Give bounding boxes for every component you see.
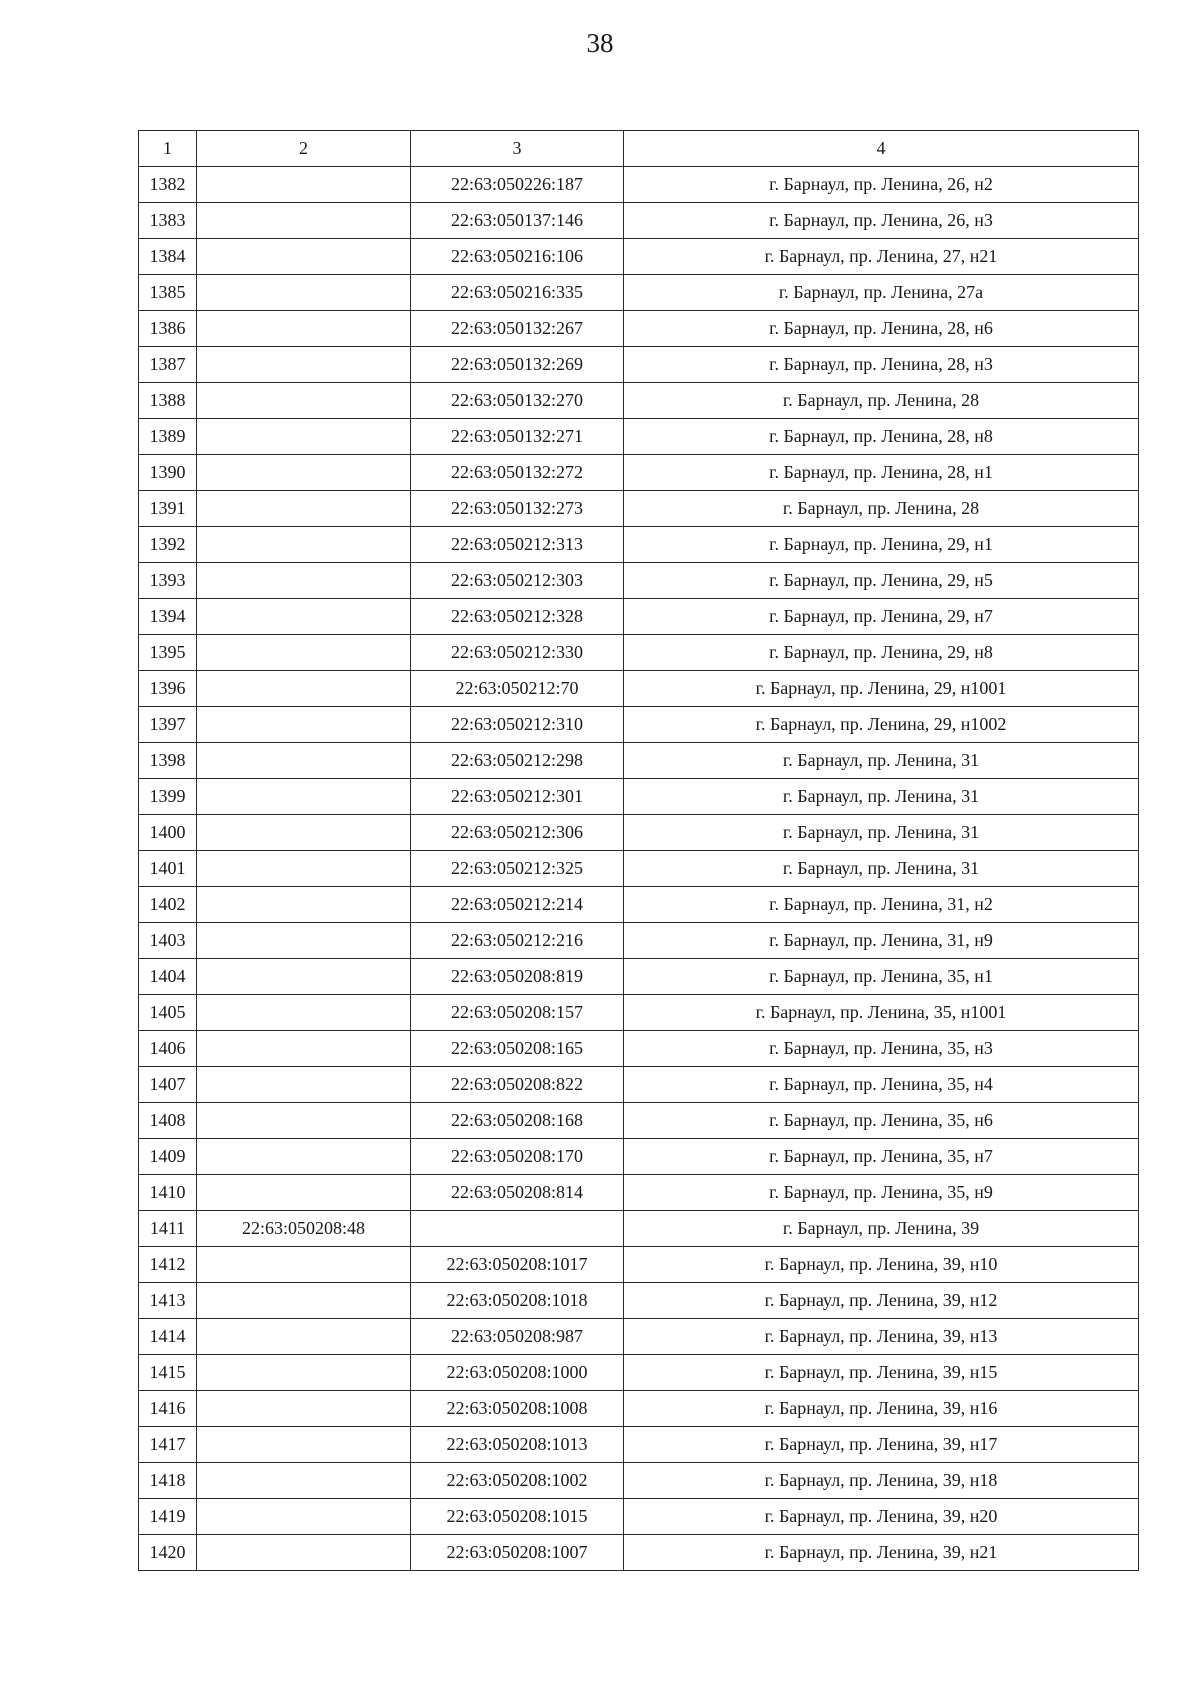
table-row bbox=[139, 1427, 1139, 1463]
row-number-cell: 1393 bbox=[139, 563, 197, 599]
column-2-cell bbox=[197, 203, 411, 239]
table-row bbox=[139, 815, 1139, 851]
cadastral-number-cell: 22:63:050208:1017 bbox=[411, 1247, 624, 1283]
column-2-cell bbox=[197, 707, 411, 743]
column-2-cell bbox=[197, 815, 411, 851]
column-2-cell bbox=[197, 1355, 411, 1391]
table-row bbox=[139, 779, 1139, 815]
row-number-cell: 1412 bbox=[139, 1247, 197, 1283]
address-cell: г. Барнаул, пр. Ленина, 39, н17 bbox=[624, 1427, 1139, 1463]
row-number-cell: 1398 bbox=[139, 743, 197, 779]
address-cell: г. Барнаул, пр. Ленина, 28, н3 bbox=[624, 347, 1139, 383]
address-cell: г. Барнаул, пр. Ленина, 39, н12 bbox=[624, 1283, 1139, 1319]
column-2-cell bbox=[197, 1283, 411, 1319]
address-cell: г. Барнаул, пр. Ленина, 29, н1001 bbox=[624, 671, 1139, 707]
address-cell: г. Барнаул, пр. Ленина, 31 bbox=[624, 743, 1139, 779]
table-row bbox=[139, 671, 1139, 707]
table-row bbox=[139, 1031, 1139, 1067]
row-number-cell: 1402 bbox=[139, 887, 197, 923]
column-2-cell bbox=[197, 1067, 411, 1103]
address-cell: г. Барнаул, пр. Ленина, 28 bbox=[624, 491, 1139, 527]
address-cell: г. Барнаул, пр. Ленина, 27а bbox=[624, 275, 1139, 311]
table-row bbox=[139, 959, 1139, 995]
cadastral-number-cell: 22:63:050212:303 bbox=[411, 563, 624, 599]
table-header bbox=[139, 131, 1139, 167]
cadastral-number-cell: 22:63:050132:269 bbox=[411, 347, 624, 383]
table-row bbox=[139, 563, 1139, 599]
cadastral-number-cell: 22:63:050212:330 bbox=[411, 635, 624, 671]
address-cell: г. Барнаул, пр. Ленина, 29, н1002 bbox=[624, 707, 1139, 743]
cadastral-number-cell: 22:63:050132:273 bbox=[411, 491, 624, 527]
row-number-cell: 1400 bbox=[139, 815, 197, 851]
column-2-cell bbox=[197, 995, 411, 1031]
row-number-cell: 1382 bbox=[139, 167, 197, 203]
row-number-cell: 1406 bbox=[139, 1031, 197, 1067]
table-row bbox=[139, 923, 1139, 959]
cadastral-number-cell: 22:63:050208:1015 bbox=[411, 1499, 624, 1535]
address-cell: г. Барнаул, пр. Ленина, 28, н6 bbox=[624, 311, 1139, 347]
registry-table bbox=[138, 130, 1139, 1571]
column-2-cell bbox=[197, 959, 411, 995]
column-2-cell bbox=[197, 563, 411, 599]
row-number-cell: 1397 bbox=[139, 707, 197, 743]
row-number-cell: 1413 bbox=[139, 1283, 197, 1319]
cadastral-number-cell: 22:63:050212:216 bbox=[411, 923, 624, 959]
row-number-cell: 1403 bbox=[139, 923, 197, 959]
column-2-cell bbox=[197, 527, 411, 563]
address-cell: г. Барнаул, пр. Ленина, 29, н5 bbox=[624, 563, 1139, 599]
column-header-1: 1 bbox=[139, 131, 197, 167]
address-cell: г. Барнаул, пр. Ленина, 35, н4 bbox=[624, 1067, 1139, 1103]
address-cell: г. Барнаул, пр. Ленина, 29, н7 bbox=[624, 599, 1139, 635]
row-number-cell: 1409 bbox=[139, 1139, 197, 1175]
column-2-cell bbox=[197, 1319, 411, 1355]
row-number-cell: 1411 bbox=[139, 1211, 197, 1247]
column-2-cell bbox=[197, 1499, 411, 1535]
address-cell: г. Барнаул, пр. Ленина, 28, н8 bbox=[624, 419, 1139, 455]
cadastral-number-cell: 22:63:050208:170 bbox=[411, 1139, 624, 1175]
column-2-cell bbox=[197, 455, 411, 491]
column-2-cell bbox=[197, 347, 411, 383]
column-2-cell bbox=[197, 779, 411, 815]
row-number-cell: 1389 bbox=[139, 419, 197, 455]
table-row bbox=[139, 599, 1139, 635]
cadastral-number-cell: 22:63:050132:270 bbox=[411, 383, 624, 419]
address-cell: г. Барнаул, пр. Ленина, 28 bbox=[624, 383, 1139, 419]
table-row bbox=[139, 167, 1139, 203]
row-number-cell: 1387 bbox=[139, 347, 197, 383]
row-number-cell: 1399 bbox=[139, 779, 197, 815]
table-row bbox=[139, 1139, 1139, 1175]
row-number-cell: 1410 bbox=[139, 1175, 197, 1211]
column-2-cell: 22:63:050208:48 bbox=[197, 1211, 411, 1247]
cadastral-number-cell: 22:63:050208:1007 bbox=[411, 1535, 624, 1571]
address-cell: г. Барнаул, пр. Ленина, 39, н13 bbox=[624, 1319, 1139, 1355]
column-2-cell bbox=[197, 239, 411, 275]
cadastral-number-cell: 22:63:050208:157 bbox=[411, 995, 624, 1031]
column-2-cell bbox=[197, 491, 411, 527]
address-cell: г. Барнаул, пр. Ленина, 39, н21 bbox=[624, 1535, 1139, 1571]
cadastral-number-cell: 22:63:050212:325 bbox=[411, 851, 624, 887]
cadastral-number-cell: 22:63:050208:168 bbox=[411, 1103, 624, 1139]
column-2-cell bbox=[197, 167, 411, 203]
row-number-cell: 1404 bbox=[139, 959, 197, 995]
table-row bbox=[139, 275, 1139, 311]
table-row bbox=[139, 1319, 1139, 1355]
table-row bbox=[139, 455, 1139, 491]
address-cell: г. Барнаул, пр. Ленина, 31 bbox=[624, 815, 1139, 851]
table-row bbox=[139, 707, 1139, 743]
cadastral-number-cell: 22:63:050208:165 bbox=[411, 1031, 624, 1067]
table-row bbox=[139, 1211, 1139, 1247]
table-row bbox=[139, 1463, 1139, 1499]
cadastral-number-cell: 22:63:050208:819 bbox=[411, 959, 624, 995]
cadastral-number-cell: 22:63:050208:822 bbox=[411, 1067, 624, 1103]
table-row bbox=[139, 383, 1139, 419]
column-2-cell bbox=[197, 1031, 411, 1067]
row-number-cell: 1414 bbox=[139, 1319, 197, 1355]
cadastral-number-cell: 22:63:050212:306 bbox=[411, 815, 624, 851]
cadastral-number-cell: 22:63:050212:214 bbox=[411, 887, 624, 923]
address-cell: г. Барнаул, пр. Ленина, 29, н8 bbox=[624, 635, 1139, 671]
table-row bbox=[139, 1535, 1139, 1571]
column-2-cell bbox=[197, 851, 411, 887]
row-number-cell: 1408 bbox=[139, 1103, 197, 1139]
cadastral-number-cell: 22:63:050208:987 bbox=[411, 1319, 624, 1355]
cadastral-number-cell: 22:63:050132:271 bbox=[411, 419, 624, 455]
row-number-cell: 1388 bbox=[139, 383, 197, 419]
table-row bbox=[139, 995, 1139, 1031]
column-2-cell bbox=[197, 1175, 411, 1211]
address-cell: г. Барнаул, пр. Ленина, 26, н2 bbox=[624, 167, 1139, 203]
cadastral-number-cell: 22:63:050137:146 bbox=[411, 203, 624, 239]
row-number-cell: 1386 bbox=[139, 311, 197, 347]
table-row bbox=[139, 1067, 1139, 1103]
table-row bbox=[139, 419, 1139, 455]
address-cell: г. Барнаул, пр. Ленина, 35, н7 bbox=[624, 1139, 1139, 1175]
table-row bbox=[139, 1247, 1139, 1283]
column-2-cell bbox=[197, 923, 411, 959]
cadastral-number-cell bbox=[411, 1211, 624, 1247]
column-header-2: 2 bbox=[197, 131, 411, 167]
address-cell: г. Барнаул, пр. Ленина, 28, н1 bbox=[624, 455, 1139, 491]
row-number-cell: 1395 bbox=[139, 635, 197, 671]
row-number-cell: 1390 bbox=[139, 455, 197, 491]
cadastral-number-cell: 22:63:050132:272 bbox=[411, 455, 624, 491]
column-2-cell bbox=[197, 887, 411, 923]
address-cell: г. Барнаул, пр. Ленина, 39 bbox=[624, 1211, 1139, 1247]
table-row bbox=[139, 1391, 1139, 1427]
address-cell: г. Барнаул, пр. Ленина, 39, н15 bbox=[624, 1355, 1139, 1391]
address-cell: г. Барнаул, пр. Ленина, 31 bbox=[624, 779, 1139, 815]
cadastral-number-cell: 22:63:050208:1000 bbox=[411, 1355, 624, 1391]
header-row bbox=[139, 131, 1139, 167]
table-row bbox=[139, 635, 1139, 671]
address-cell: г. Барнаул, пр. Ленина, 39, н16 bbox=[624, 1391, 1139, 1427]
table-row bbox=[139, 1499, 1139, 1535]
table-row bbox=[139, 851, 1139, 887]
row-number-cell: 1383 bbox=[139, 203, 197, 239]
address-cell: г. Барнаул, пр. Ленина, 39, н10 bbox=[624, 1247, 1139, 1283]
address-cell: г. Барнаул, пр. Ленина, 31 bbox=[624, 851, 1139, 887]
table-row bbox=[139, 887, 1139, 923]
cadastral-number-cell: 22:63:050212:310 bbox=[411, 707, 624, 743]
cadastral-number-cell: 22:63:050212:301 bbox=[411, 779, 624, 815]
column-2-cell bbox=[197, 311, 411, 347]
address-cell: г. Барнаул, пр. Ленина, 29, н1 bbox=[624, 527, 1139, 563]
cadastral-number-cell: 22:63:050212:313 bbox=[411, 527, 624, 563]
column-header-4: 4 bbox=[624, 131, 1139, 167]
row-number-cell: 1415 bbox=[139, 1355, 197, 1391]
table-row bbox=[139, 311, 1139, 347]
column-2-cell bbox=[197, 1427, 411, 1463]
column-2-cell bbox=[197, 743, 411, 779]
row-number-cell: 1394 bbox=[139, 599, 197, 635]
cadastral-number-cell: 22:63:050212:328 bbox=[411, 599, 624, 635]
column-2-cell bbox=[197, 419, 411, 455]
address-cell: г. Барнаул, пр. Ленина, 35, н9 bbox=[624, 1175, 1139, 1211]
address-cell: г. Барнаул, пр. Ленина, 27, н21 bbox=[624, 239, 1139, 275]
row-number-cell: 1407 bbox=[139, 1067, 197, 1103]
table-row bbox=[139, 239, 1139, 275]
address-cell: г. Барнаул, пр. Ленина, 35, н1 bbox=[624, 959, 1139, 995]
address-cell: г. Барнаул, пр. Ленина, 35, н3 bbox=[624, 1031, 1139, 1067]
cadastral-number-cell: 22:63:050212:298 bbox=[411, 743, 624, 779]
column-2-cell bbox=[197, 1391, 411, 1427]
cadastral-number-cell: 22:63:050226:187 bbox=[411, 167, 624, 203]
row-number-cell: 1417 bbox=[139, 1427, 197, 1463]
table-row bbox=[139, 1103, 1139, 1139]
cadastral-number-cell: 22:63:050208:1018 bbox=[411, 1283, 624, 1319]
row-number-cell: 1392 bbox=[139, 527, 197, 563]
table-row bbox=[139, 1355, 1139, 1391]
column-2-cell bbox=[197, 635, 411, 671]
address-cell: г. Барнаул, пр. Ленина, 31, н2 bbox=[624, 887, 1139, 923]
row-number-cell: 1391 bbox=[139, 491, 197, 527]
column-2-cell bbox=[197, 275, 411, 311]
cadastral-number-cell: 22:63:050208:814 bbox=[411, 1175, 624, 1211]
row-number-cell: 1420 bbox=[139, 1535, 197, 1571]
address-cell: г. Барнаул, пр. Ленина, 39, н18 bbox=[624, 1463, 1139, 1499]
column-2-cell bbox=[197, 1139, 411, 1175]
address-cell: г. Барнаул, пр. Ленина, 35, н1001 bbox=[624, 995, 1139, 1031]
row-number-cell: 1385 bbox=[139, 275, 197, 311]
address-cell: г. Барнаул, пр. Ленина, 31, н9 bbox=[624, 923, 1139, 959]
table-row bbox=[139, 1175, 1139, 1211]
page-number: 38 bbox=[586, 28, 614, 58]
column-2-cell bbox=[197, 383, 411, 419]
address-cell: г. Барнаул, пр. Ленина, 39, н20 bbox=[624, 1499, 1139, 1535]
row-number-cell: 1384 bbox=[139, 239, 197, 275]
cadastral-number-cell: 22:63:050208:1013 bbox=[411, 1427, 624, 1463]
table-row bbox=[139, 527, 1139, 563]
row-number-cell: 1405 bbox=[139, 995, 197, 1031]
table-row bbox=[139, 743, 1139, 779]
row-number-cell: 1396 bbox=[139, 671, 197, 707]
address-cell: г. Барнаул, пр. Ленина, 26, н3 bbox=[624, 203, 1139, 239]
column-2-cell bbox=[197, 671, 411, 707]
column-header-3: 3 bbox=[411, 131, 624, 167]
cadastral-number-cell: 22:63:050216:335 bbox=[411, 275, 624, 311]
column-2-cell bbox=[197, 599, 411, 635]
table-row bbox=[139, 347, 1139, 383]
table-row bbox=[139, 1283, 1139, 1319]
cadastral-number-cell: 22:63:050208:1002 bbox=[411, 1463, 624, 1499]
column-2-cell bbox=[197, 1247, 411, 1283]
column-2-cell bbox=[197, 1535, 411, 1571]
column-2-cell bbox=[197, 1103, 411, 1139]
row-number-cell: 1418 bbox=[139, 1463, 197, 1499]
row-number-cell: 1416 bbox=[139, 1391, 197, 1427]
cadastral-number-cell: 22:63:050132:267 bbox=[411, 311, 624, 347]
row-number-cell: 1401 bbox=[139, 851, 197, 887]
table-row bbox=[139, 203, 1139, 239]
cadastral-number-cell: 22:63:050208:1008 bbox=[411, 1391, 624, 1427]
column-2-cell bbox=[197, 1463, 411, 1499]
row-number-cell: 1419 bbox=[139, 1499, 197, 1535]
table-body bbox=[139, 167, 1139, 1571]
cadastral-number-cell: 22:63:050212:70 bbox=[411, 671, 624, 707]
cadastral-number-cell: 22:63:050216:106 bbox=[411, 239, 624, 275]
table-row bbox=[139, 491, 1139, 527]
address-cell: г. Барнаул, пр. Ленина, 35, н6 bbox=[624, 1103, 1139, 1139]
